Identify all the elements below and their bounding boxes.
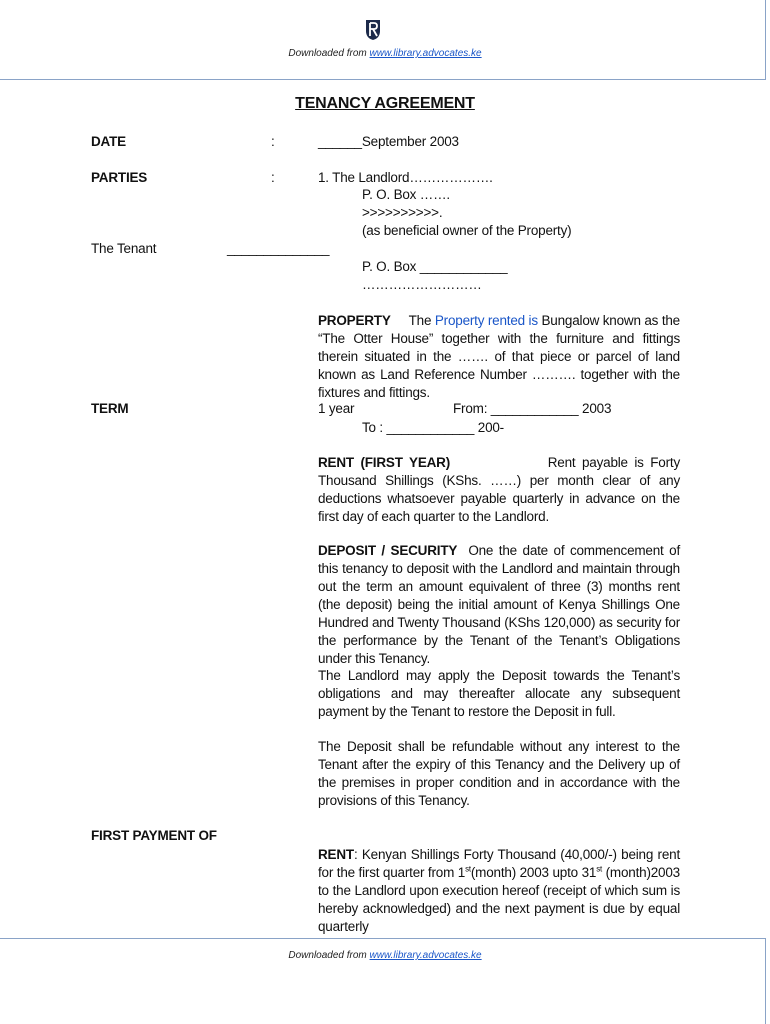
date-label: DATE <box>91 134 126 149</box>
property-link[interactable]: Property rented is <box>434 313 538 328</box>
parties-colon: : <box>271 170 275 185</box>
landlord-extra: >>>>>>>>>>. <box>362 205 443 220</box>
landlord-line: 1. The Landlord………………. <box>318 170 493 185</box>
property-paragraph <box>318 312 680 402</box>
deposit-paragraph <box>318 542 680 668</box>
deposit-paragraph-3: The Deposit shall be refundable without any interest to the Tenant after the expiry of this Tenancy and the Delivery up of the premises in proper condition and in accordance with the provisions of this Tenancy. <box>318 739 680 808</box>
rent-text: Rent payable is Forty Thousand Shillings (KShs. ……) per month clear of any deductions whatsoever payable quarterly in advance on the first day of each quarter to the Landlord. <box>318 455 680 524</box>
header-download-prefix: Downloaded from <box>288 48 370 59</box>
first-payment-label: FIRST PAYMENT OF <box>91 828 217 843</box>
document-title: TENANCY AGREEMENT <box>295 95 475 112</box>
parties-label: PARTIES <box>91 170 148 185</box>
footer-download-link[interactable]: www.library.advocates.ke <box>369 950 482 961</box>
landlord-po-box: P. O. Box ……. <box>362 187 450 202</box>
footer-download-note <box>0 950 770 961</box>
deposit-heading: DEPOSIT / SECURITY <box>318 543 458 558</box>
term-to: To : ____________ 200- <box>362 420 504 435</box>
property-heading: PROPERTY <box>318 313 391 328</box>
landlord-note: (as beneficial owner of the Property) <box>362 223 572 238</box>
first-payment-paragraph <box>318 846 680 936</box>
first-payment-sup-2: st <box>596 864 603 874</box>
property-rest: Bungalow known as the “The Otter House” together with the furniture and fittings therein situated in the ……. of that piece or parcel of land known as Land Reference Number ………. together with the fixtures and fittings. <box>318 313 680 400</box>
tenant-extra: ……………………… <box>362 277 482 292</box>
term-duration: 1 year <box>318 401 355 416</box>
term-from: From: ____________ 2003 <box>453 401 612 416</box>
advocates-logo-icon <box>365 19 381 41</box>
property-lead: The <box>408 313 435 328</box>
tenant-label: The Tenant <box>91 241 157 256</box>
first-payment-text-b: (month) 2003 upto 31 <box>470 865 597 880</box>
deposit-text: One the date of commencement of this tenancy to deposit with the Landlord and maintain through out the term an amount equivalent of three (3) months rent (the deposit) being the initial amount of Kenya Shillings One Hundred and Twenty Thousand (KShs 120,000) as security for the performance by the Tenant of the Tenant’s Obligations under this Tenancy. <box>318 543 681 666</box>
date-colon: : <box>271 134 275 149</box>
footer-download-prefix: Downloaded from <box>288 950 370 961</box>
first-payment-sup-1: st <box>465 864 471 874</box>
first-payment-heading: RENT <box>318 847 354 862</box>
tenant-po-box: P. O. Box ____________ <box>362 259 508 274</box>
header-download-note <box>0 48 770 59</box>
rent-heading: RENT (FIRST YEAR) <box>318 455 451 470</box>
first-payment-text-a: : Kenyan Shillings Forty Thousand (40,000/-) being rent for the first quarter from 1 <box>318 847 680 880</box>
header-download-link[interactable]: www.library.advocates.ke <box>369 48 482 59</box>
first-payment-text-c: (month)2003 to the Landlord upon execution hereof (receipt of which sum is hereby acknowledged) and the next payment is due by equal quarterly <box>318 865 680 934</box>
deposit-paragraph-2: The Landlord may apply the Deposit towards the Tenant’s obligations and may thereafter allocate any subsequent payment by the Tenant to restore the Deposit in full. <box>318 668 680 719</box>
tenant-blank: ______________ <box>227 241 330 256</box>
term-label: TERM <box>91 401 129 416</box>
page-header <box>0 0 766 80</box>
rent-paragraph <box>318 454 680 526</box>
date-value: ______September 2003 <box>318 134 459 149</box>
